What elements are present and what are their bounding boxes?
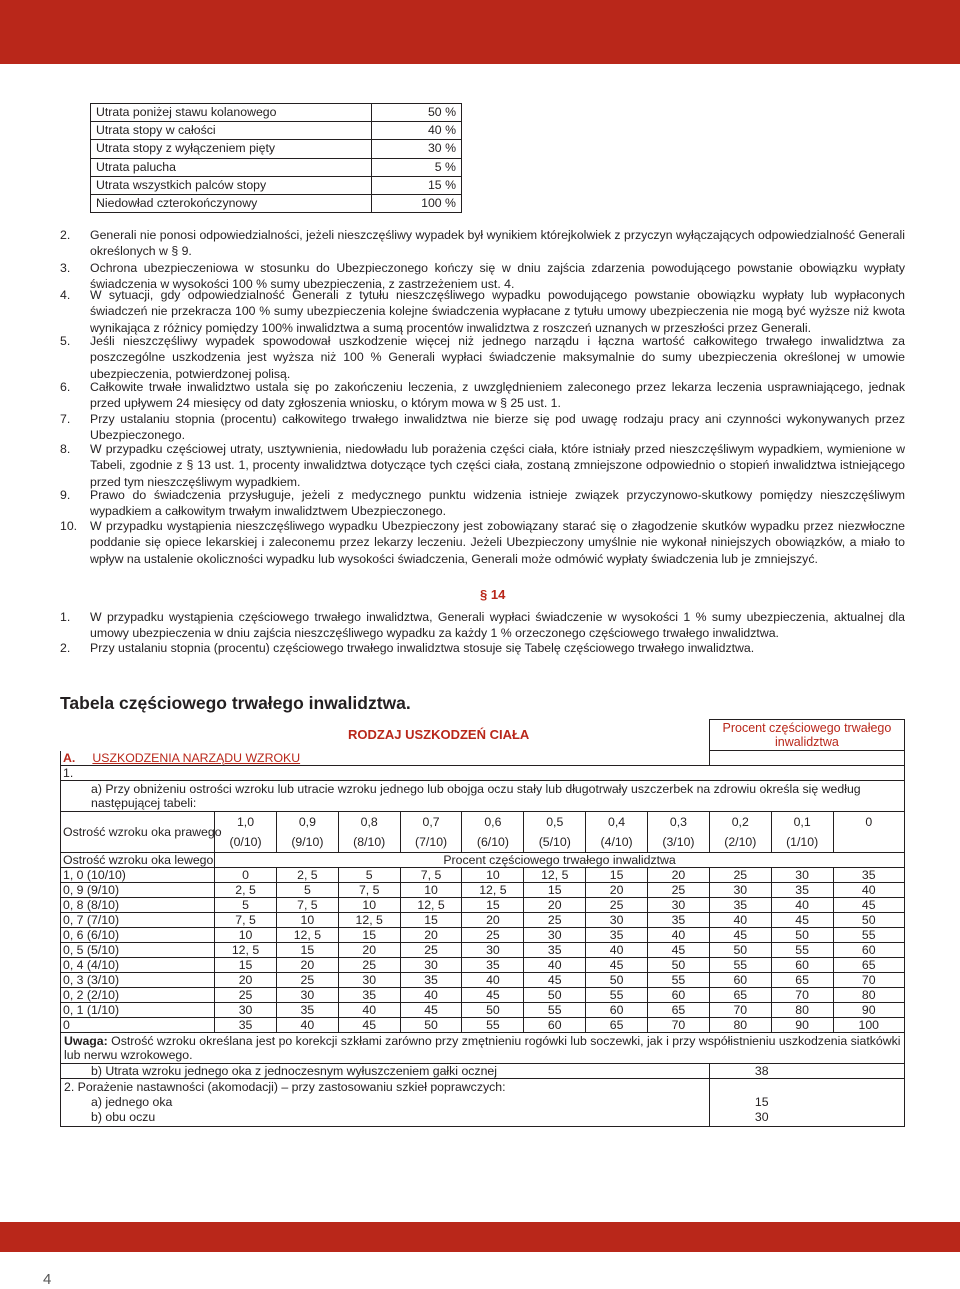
percent-cell: 45 <box>709 927 771 942</box>
percent-cell: 15 <box>586 867 648 882</box>
percent-cell: 35 <box>771 882 833 897</box>
right-eye-acuity <box>400 811 462 852</box>
section-a-title: USZKODZENIA NARZĄDU WZROKU <box>92 750 301 765</box>
percent-cell: 20 <box>586 882 648 897</box>
percent-cell: 10 <box>462 867 524 882</box>
percent-cell: 80 <box>709 1017 771 1032</box>
percent-cell: 45 <box>586 957 648 972</box>
right-eye-acuity <box>709 811 771 852</box>
left-eye-acuity: 0, 3 (3/10) <box>61 972 215 987</box>
loss-label: Utrata wszystkich palców stopy <box>91 176 372 194</box>
item-1-row <box>61 765 905 780</box>
paragraph-5: 5. Jeśli nieszczęśliwy wypadek spowodował uszkodzenie więcej niż jednego narządu i łączna wartość całkowitego trwałego inwalidztwa za poszczególne uszkodzenia jest wyższa niż 100 % Generali wypłaci świadczenie maksymalnie do sumy ubezpieczenia określonej w umowie ubezpieczenia, potwierdzonej polisą. <box>60 334 905 381</box>
acuity-value: 0,2 <box>731 814 749 829</box>
vision-table <box>60 719 905 1127</box>
percent-cell: 55 <box>833 927 904 942</box>
loss-value: 5 % <box>372 158 462 176</box>
percent-cell: 15 <box>276 942 338 957</box>
right-eye-acuity <box>833 811 904 852</box>
paragraph-2: 2. Generali nie ponosi odpowiedzialności, jeżeli nieszczęśliwy wypadek był wynikiem którejkolwiek z przyczyn wyłączających odpowiedzialność Generali określonych w § 9. <box>60 228 905 259</box>
left-eye-acuity: 0, 4 (4/10) <box>61 957 215 972</box>
acuity-fraction: (2/10) <box>724 834 757 849</box>
percent-cell: 25 <box>276 972 338 987</box>
percent-cell: 50 <box>833 912 904 927</box>
left-eye-label: Ostrość wzroku oka lewego <box>61 852 215 867</box>
table-row <box>61 897 905 912</box>
acuity-value: 0,6 <box>484 814 502 829</box>
percent-cell: 55 <box>462 1017 524 1032</box>
percent-cell: 7, 5 <box>215 912 277 927</box>
percent-cell: 5 <box>338 867 400 882</box>
section-a-letter: A. <box>63 750 76 765</box>
left-eye-acuity: 0, 5 (5/10) <box>61 942 215 957</box>
percent-cell: 60 <box>648 987 710 1002</box>
percent-cell: 20 <box>215 972 277 987</box>
loss-row <box>91 158 462 176</box>
percent-cell: 40 <box>462 972 524 987</box>
percent-cell: 65 <box>709 987 771 1002</box>
acuity-value: 1,0 <box>236 814 255 829</box>
percent-cell: 20 <box>338 942 400 957</box>
item-1a-row <box>61 780 905 811</box>
percent-cell: 25 <box>648 882 710 897</box>
percent-cell: 80 <box>771 1002 833 1017</box>
percent-cell: 35 <box>524 942 586 957</box>
percent-cell: 20 <box>648 867 710 882</box>
loss-value: 100 % <box>372 194 462 212</box>
item-2-text: 2. Porażenie nastawności (akomodacji) – przy zastosowaniu szkieł poprawczych: <box>64 1079 506 1094</box>
loss-row <box>91 176 462 194</box>
percent-cell: 30 <box>215 1002 277 1017</box>
percent-cell: 40 <box>586 942 648 957</box>
table-title: Tabela częściowego trwałego inwalidztwa. <box>60 693 411 713</box>
percent-cell: 15 <box>215 957 277 972</box>
acuity-fraction <box>836 832 902 852</box>
acuity-value: 0,3 <box>669 814 687 829</box>
left-eye-acuity: 0, 6 (6/10) <box>61 927 215 942</box>
acuity-value: 0,9 <box>298 814 316 829</box>
percent-cell: 25 <box>586 897 648 912</box>
percent-cell: 20 <box>462 912 524 927</box>
percent-cell: 12, 5 <box>215 942 277 957</box>
left-eye-acuity: 0, 8 (8/10) <box>61 897 215 912</box>
percent-cell: 65 <box>771 972 833 987</box>
table-row <box>61 1017 905 1032</box>
percent-cell: 12, 5 <box>524 867 586 882</box>
acuity-fraction: (4/10) <box>600 834 633 849</box>
percent-cell: 65 <box>833 957 904 972</box>
table-row <box>61 957 905 972</box>
percent-cell: 90 <box>771 1017 833 1032</box>
percent-cell: 80 <box>833 987 904 1002</box>
table-row <box>61 987 905 1002</box>
percent-cell: 12, 5 <box>462 882 524 897</box>
percent-cell: 50 <box>524 987 586 1002</box>
loss-label: Utrata poniżej stawu kolanowego <box>91 104 372 122</box>
percent-cell: 55 <box>648 972 710 987</box>
section-paragraph-2: 2. Przy ustalaniu stopnia (procentu) częściowego trwałego inwalidztwa stosuje się Tabelę częściowego trwałego inwalidztwa. <box>60 641 755 655</box>
acuity-fraction: (1/10) <box>786 834 819 849</box>
left-eye-acuity: 0, 1 (1/10) <box>61 1002 215 1017</box>
percent-cell: 30 <box>648 897 710 912</box>
right-eye-acuity <box>276 811 338 852</box>
left-eye-acuity: 0 <box>61 1017 215 1032</box>
right-eye-label: Ostrość wzroku oka prawego <box>61 811 215 852</box>
percent-cell: 5 <box>215 897 277 912</box>
acuity-fraction: (3/10) <box>662 834 695 849</box>
acuity-fraction: (8/10) <box>353 834 386 849</box>
loss-row <box>91 194 462 212</box>
percent-cell: 65 <box>648 1002 710 1017</box>
percent-cell: 20 <box>400 927 462 942</box>
acuity-fraction: (5/10) <box>538 834 571 849</box>
percent-cell: 25 <box>338 957 400 972</box>
left-eye-acuity: 0, 9 (9/10) <box>61 882 215 897</box>
item-2b-text: b) obu oczu <box>91 1109 156 1124</box>
percent-cell: 40 <box>709 912 771 927</box>
loss-table <box>90 103 462 213</box>
percent-cell: 50 <box>771 927 833 942</box>
percent-cell: 15 <box>338 927 400 942</box>
acuity-value: 0,4 <box>608 814 626 829</box>
percent-cell: 55 <box>524 1002 586 1017</box>
percent-cell: 10 <box>338 897 400 912</box>
left-eye-acuity: 0, 7 (7/10) <box>61 912 215 927</box>
percent-cell: 50 <box>586 972 648 987</box>
percent-cell: 7, 5 <box>400 867 462 882</box>
table-row <box>61 1002 905 1017</box>
percent-cell: 10 <box>400 882 462 897</box>
percent-cell: 45 <box>648 942 710 957</box>
percent-cell: 60 <box>586 1002 648 1017</box>
acuity-value: 0,5 <box>546 814 564 829</box>
percent-cell: 30 <box>524 927 586 942</box>
percent-cell: 60 <box>833 942 904 957</box>
percent-cell: 30 <box>338 972 400 987</box>
item-1b-text: b) Utrata wzroku jednego oka z jednoczesnym wyłuszczeniem gałki ocznej <box>61 1063 710 1078</box>
right-eye-acuity <box>648 811 710 852</box>
percent-cell: 35 <box>215 1017 277 1032</box>
item-1b-row <box>61 1063 905 1078</box>
note-label: Uwaga: <box>64 1033 108 1048</box>
acuity-fraction: (9/10) <box>291 834 324 849</box>
paragraph-7: 7. Przy ustalaniu stopnia (procentu) całkowitego trwałego inwalidztwa nie bierze się pod uwagę rodzaju pracy ani czynności wykonywanych przez Ubezpieczonego. <box>60 412 905 443</box>
percent-cell: 25 <box>524 912 586 927</box>
percent-cell: 50 <box>462 1002 524 1017</box>
loss-label: Utrata stopy w całości <box>91 122 372 140</box>
percent-cell: 15 <box>400 912 462 927</box>
loss-label: Niedowład czterokończynowy <box>91 194 372 212</box>
percent-cell: 50 <box>400 1017 462 1032</box>
percent-cell: 50 <box>709 942 771 957</box>
percent-cell: 40 <box>400 987 462 1002</box>
percent-cell: 12, 5 <box>400 897 462 912</box>
percent-cell: 40 <box>524 957 586 972</box>
loss-label: Utrata stopy z wyłączeniem pięty <box>91 140 372 158</box>
loss-value: 15 % <box>372 176 462 194</box>
item-2b-value: 30 <box>754 1109 769 1124</box>
table-row <box>61 882 905 897</box>
loss-row <box>91 122 462 140</box>
percent-cell: 70 <box>833 972 904 987</box>
percent-cell: 60 <box>709 972 771 987</box>
paragraph-3: 3. Ochrona ubezpieczeniowa w stosunku do Ubezpieczonego kończy się w dniu zajścia zdarzenia powodującego powstanie obowiązku wypłaty świadczenia w wysokości 100 % sumy ubezpieczenia, z zastrzeżeniem ust. 4. <box>60 261 905 292</box>
paragraph-6: 6. Całkowite trwałe inwalidztwo ustala się po zakończeniu leczenia, z uwzględnieniem zaleconego przez lekarza leczenia usprawniającego, jednak przed upływem 24 miesięcy od daty zgłoszenia wniosku, o którym mowa w § 25 ust. 1. <box>60 380 905 411</box>
page-number: 4 <box>43 1271 52 1288</box>
loss-value: 40 % <box>372 122 462 140</box>
percent-cell: 45 <box>524 972 586 987</box>
paragraph-10: 10. W przypadku wystąpienia nieszczęśliwego wypadku Ubezpieczony jest zobowiązany starać się o złagodzenie skutków wypadku przez niezwłoczne poddanie się opiece lekarskiej i zaleconemu przez lekarzy leczeniu. Jeżeli Ubezpieczony umyślnie nie wykonał niniejszych obowiązków, a miało to wpływ na ustalenie okoliczności wypadku lub wysokości świadczenia, Generali może odmówić wypłaty świadczenia lub je zmniejszyć. <box>60 519 905 566</box>
right-eye-acuity <box>771 811 833 852</box>
right-eye-acuity <box>524 811 586 852</box>
loss-value: 50 % <box>372 104 462 122</box>
percent-cell: 35 <box>586 927 648 942</box>
percent-cell: 40 <box>338 1002 400 1017</box>
percent-cell: 30 <box>462 942 524 957</box>
right-eye-acuity <box>215 811 277 852</box>
percent-cell: 30 <box>771 867 833 882</box>
percent-cell: 35 <box>338 987 400 1002</box>
percent-cell: 30 <box>709 882 771 897</box>
section-a-row <box>61 751 905 766</box>
percent-cell: 55 <box>709 957 771 972</box>
percent-label: Procent częściowego trwałego inwalidztwa <box>215 852 905 867</box>
note-text: Ostrość wzroku określana jest po korekcji szkłami zarówno przy zmętnieniu rogówki lub soczewki, jak i przy współistnieniu uszkodzenia siatkówki lub nerwu wzrokowego. <box>64 1033 901 1062</box>
percent-cell: 12, 5 <box>338 912 400 927</box>
paragraph-9: 9. Prawo do świadczenia przysługuje, jeżeli z medycznego punktu widzenia istnieje związek przyczynowo-skutkowy pomiędzy nieszczęśliwym wypadkiem a całkowitym trwałym inwalidztwem Ubezpieczonego. <box>60 488 905 519</box>
percent-cell: 40 <box>648 927 710 942</box>
item-2a-text: a) jednego oka <box>91 1094 173 1109</box>
loss-row <box>91 104 462 122</box>
percent-cell: 2, 5 <box>215 882 277 897</box>
table-row <box>61 927 905 942</box>
section-title: § 14 <box>480 587 506 602</box>
percent-cell: 35 <box>462 957 524 972</box>
right-eye-acuity <box>462 811 524 852</box>
percent-cell: 55 <box>586 987 648 1002</box>
percent-cell: 30 <box>400 957 462 972</box>
percent-cell: 70 <box>771 987 833 1002</box>
percent-cell: 45 <box>462 987 524 1002</box>
percent-cell: 35 <box>400 972 462 987</box>
section-paragraph-1: 1. W przypadku wystąpienia częściowego trwałego inwalidztwa, Generali wypłaci świadczenie w wysokości 1 % sumy ubezpieczenia, aktualnej dla umowy ubezpieczenia w dniu zajścia nieszczęśliwego wypadku za każdy 1 % orzeczonego częściowego trwałego inwalidztwa. <box>60 610 905 641</box>
percent-cell: 50 <box>648 957 710 972</box>
percent-cell: 100 <box>833 1017 904 1032</box>
percent-cell: 70 <box>709 1002 771 1017</box>
percent-cell: 40 <box>276 1017 338 1032</box>
percent-header: Procent częściowego trwałego inwalidztwa <box>709 720 904 751</box>
percent-cell: 25 <box>462 927 524 942</box>
percent-cell: 20 <box>276 957 338 972</box>
left-eye-acuity: 1, 0 (10/10) <box>61 867 215 882</box>
loss-value: 30 % <box>372 140 462 158</box>
item-1b-value: 38 <box>709 1063 904 1078</box>
percent-cell: 15 <box>524 882 586 897</box>
acuity-value: 0,8 <box>360 814 378 829</box>
right-eye-acuity <box>586 811 648 852</box>
percent-cell: 60 <box>524 1017 586 1032</box>
percent-cell: 0 <box>215 867 277 882</box>
top-color-band <box>0 0 960 64</box>
right-eye-row <box>61 811 905 852</box>
loss-row <box>91 140 462 158</box>
loss-label: Utrata palucha <box>91 158 372 176</box>
acuity-value: 0,1 <box>793 814 811 829</box>
percent-cell: 40 <box>833 882 904 897</box>
percent-cell: 40 <box>771 897 833 912</box>
left-eye-acuity: 0, 2 (2/10) <box>61 987 215 1002</box>
percent-cell: 10 <box>276 912 338 927</box>
table-row <box>61 867 905 882</box>
percent-cell: 25 <box>709 867 771 882</box>
percent-cell: 7, 5 <box>276 897 338 912</box>
percent-cell: 5 <box>276 882 338 897</box>
item-1a-text: a) Przy obniżeniu ostrości wzroku lub utracie wzroku jednego lub obojga oczu stały lub długotrwały uszczerbek na zdrowiu określa się według następującej tabeli: <box>61 780 905 811</box>
percent-cell: 35 <box>833 867 904 882</box>
percent-cell: 45 <box>338 1017 400 1032</box>
percent-cell: 45 <box>400 1002 462 1017</box>
percent-cell: 90 <box>833 1002 904 1017</box>
percent-cell: 7, 5 <box>338 882 400 897</box>
table-row <box>61 972 905 987</box>
percent-cell: 55 <box>771 942 833 957</box>
percent-cell: 65 <box>586 1017 648 1032</box>
percent-cell: 2, 5 <box>276 867 338 882</box>
percent-cell: 35 <box>709 897 771 912</box>
percent-cell: 30 <box>586 912 648 927</box>
percent-cell: 15 <box>462 897 524 912</box>
right-eye-acuity <box>338 811 400 852</box>
item-2a-value: 15 <box>754 1094 769 1109</box>
percent-cell: 12, 5 <box>276 927 338 942</box>
acuity-fraction: (6/10) <box>476 834 509 849</box>
paragraph-4: 4. W sytuacji, gdy odpowiedzialność Generali z tytułu nieszczęśliwego wypadku powodującego powstanie obowiązku wypłaty lub wypłaconych świadczeń nie przekracza 100 % sumy ubezpieczenia kolejne świadczenia wypłacane z tytułu umowy ubezpieczenia nie mogą być wyższe niż kwota wynikająca z różnicy pomiędzy 100% inwalidztwa a sumą procentów inwalidztwa z roszczeń uznanych w przeszłości przez Generali. <box>60 288 905 335</box>
damage-type-header: RODZAJ USZKODZEŃ CIAŁA <box>348 727 530 742</box>
percent-cell: 10 <box>215 927 277 942</box>
paragraph-8: 8. W przypadku częściowej utraty, usztywnienia, niedowładu lub porażenia części ciała, które istniały przed nieszczęśliwym wypadkiem, wymienione w Tabeli, zgodnie z § 13 ust. 1, procenty inwalidztwa dotyczące tych części ciała, zostaną zmniejszone odpowiednio o stopień inwalidztwa istniejącego przed tym nieszczęśliwym wypadkiem. <box>60 442 905 489</box>
percent-cell: 35 <box>276 1002 338 1017</box>
percent-cell: 25 <box>215 987 277 1002</box>
percent-cell: 35 <box>648 912 710 927</box>
percent-cell: 70 <box>648 1017 710 1032</box>
table-row <box>61 942 905 957</box>
percent-cell: 30 <box>276 987 338 1002</box>
acuity-fraction: (7/10) <box>415 834 448 849</box>
table-row <box>61 912 905 927</box>
percent-cell: 20 <box>524 897 586 912</box>
item-2-row <box>61 1078 905 1126</box>
bottom-color-band <box>0 1222 960 1252</box>
note-row <box>61 1032 905 1063</box>
left-eye-row <box>61 852 905 867</box>
acuity-value: 0,7 <box>422 814 440 829</box>
acuity-fraction: (0/10) <box>229 834 262 849</box>
percent-cell: 45 <box>833 897 904 912</box>
item-1-number: 1. <box>61 765 905 780</box>
percent-cell: 45 <box>771 912 833 927</box>
percent-cell: 60 <box>771 957 833 972</box>
acuity-value: 0 <box>865 814 873 829</box>
percent-cell: 25 <box>400 942 462 957</box>
